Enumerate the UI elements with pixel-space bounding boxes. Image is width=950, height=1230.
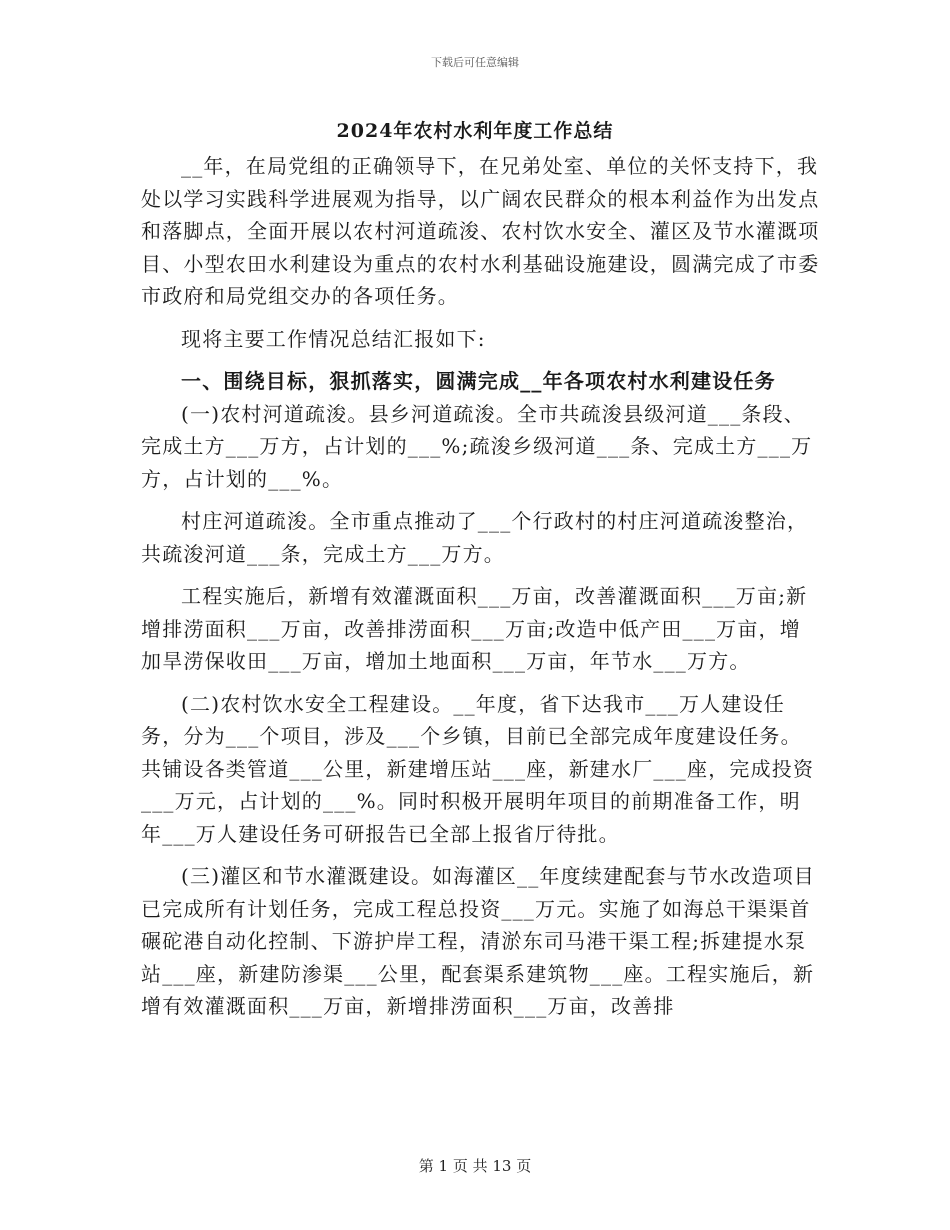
section-heading: 一、围绕目标，狠抓落实，圆满完成__年各项农村水利建设任务 bbox=[181, 369, 776, 393]
paragraph-intro: __年，在局党组的正确领导下，在兄弟处室、单位的关怀支持下，我处以学习实践科学进展观为指导，以广阔农民群众的根本利益作为出发点和落脚点，全面开展以农村河道疏浚、农村饮水安全、灌区及节水灌溉项目、小型农田水利建设为重点的农村水利基础设施建设，圆满完成了市委市政府和局党组交办的各项任务。 bbox=[141, 154, 820, 308]
paragraph-project-effect: 工程实施后，新增有效灌溉面积___万亩，改善灌溉面积___万亩;新增排涝面积___万亩，改善排涝面积___万亩;改造中低产田___万亩，增加旱涝保收田___万亩，增加土地面积___万亩，年节水___万方。 bbox=[141, 584, 808, 673]
page-number: 第 1 页 共 13 页 bbox=[418, 1157, 532, 1175]
header-note: 下载后可任意编辑 bbox=[431, 56, 519, 69]
document-title: 2024年农村水利年度工作总结 bbox=[336, 120, 614, 142]
paragraph-village-river: 村庄河道疏浚。全市重点推动了___个行政村的村庄河道疏浚整治，共疏浚河道___条，完成土方___万方。 bbox=[141, 509, 809, 566]
paragraph-irrigation: (三)灌区和节水灌溉建设。如海灌区__年度续建配套与节水改造项目已完成所有计划任务，完成工程总投资___万元。实施了如海总干渠渠首碾砣港自动化控制、下游护岸工程，清淤东司马港干渠工程;拆建提水泵站___座，新建防渗渠___公里，配套渠系建筑物___座。工程实施后，新增有效灌溉面积___万亩，新增排涝面积___万亩，改善排 bbox=[141, 864, 816, 1018]
paragraph-river-dredging: (一)农村河道疏浚。县乡河道疏浚。全市共疏浚县级河道___条段、完成土方___万方，占计划的___%;疏浚乡级河道___条、完成土方___万方，占计划的___%。 bbox=[141, 401, 813, 491]
paragraph-drinking-water: (二)农村饮水安全工程建设。__年度，省下达我市___万人建设任务，分为___个项目，涉及___个乡镇，目前已全部完成年度建设任务。共铺设各类管道___公里，新建增压站___座，新建水厂___座，完成投资___万元，占计划的___%。同时积极开展明年项目的前期准备工作，明年___万人建设任务可研报告已全部上报省厅待批。 bbox=[141, 691, 815, 846]
document-body bbox=[141, 150, 821, 1023]
paragraph-summary-lead: 现将主要工作情况总结汇报如下: bbox=[181, 326, 486, 351]
